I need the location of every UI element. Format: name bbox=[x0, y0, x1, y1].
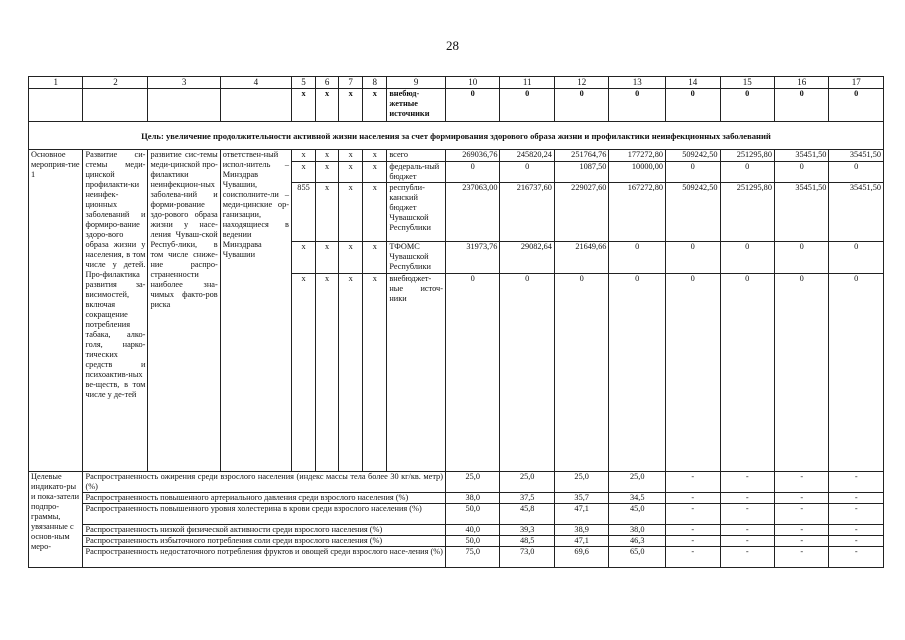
marker-cell: x bbox=[363, 89, 387, 122]
value-cell: 0 bbox=[666, 242, 720, 274]
marker-cell: x bbox=[339, 183, 363, 242]
value-cell: 35451,50 bbox=[829, 150, 884, 162]
value-cell: 251295,80 bbox=[720, 150, 774, 162]
indicator-text: Распространенность недостаточного потребления фруктов и овощей среди взрослого насе-ления (%) bbox=[83, 547, 446, 568]
marker-cell: x bbox=[316, 183, 339, 242]
indicator-value: 75,0 bbox=[445, 547, 499, 568]
value-cell: 0 bbox=[829, 274, 884, 472]
marker-cell: x bbox=[363, 162, 387, 183]
indicator-value: 45,8 bbox=[500, 504, 554, 525]
funding-source: ТФОМС Чувашской Республики bbox=[387, 242, 446, 274]
indicator-value: 40,0 bbox=[445, 525, 499, 536]
value-cell: 0 bbox=[720, 162, 774, 183]
indicator-value: - bbox=[720, 536, 774, 547]
value-cell: 0 bbox=[445, 89, 499, 122]
marker-cell: x bbox=[316, 150, 339, 162]
indicator-value: 39,3 bbox=[500, 525, 554, 536]
indicator-value: 25,0 bbox=[445, 472, 499, 493]
indicator-value: - bbox=[829, 525, 884, 536]
value-cell: 0 bbox=[720, 274, 774, 472]
value-cell: 0 bbox=[829, 162, 884, 183]
indicator-value: - bbox=[829, 472, 884, 493]
value-cell: 0 bbox=[774, 162, 828, 183]
value-cell: 0 bbox=[500, 89, 554, 122]
value-cell: 0 bbox=[445, 274, 499, 472]
value-cell: 29082,64 bbox=[500, 242, 554, 274]
marker-cell: x bbox=[363, 242, 387, 274]
indicator-value: - bbox=[720, 472, 774, 493]
indicator-value: 34,5 bbox=[609, 493, 666, 504]
marker-cell: x bbox=[339, 162, 363, 183]
value-cell: 0 bbox=[500, 274, 554, 472]
marker-cell: x bbox=[316, 242, 339, 274]
marker-cell: x bbox=[363, 183, 387, 242]
column-number: 2 bbox=[83, 77, 148, 89]
indicator-value: - bbox=[829, 536, 884, 547]
marker-cell: x bbox=[316, 89, 339, 122]
indicator-row bbox=[29, 547, 884, 568]
indicator-value: - bbox=[774, 536, 828, 547]
value-cell: 0 bbox=[774, 89, 828, 122]
indicator-value: 37,5 bbox=[500, 493, 554, 504]
value-cell: 1087,50 bbox=[554, 162, 608, 183]
indicator-row bbox=[29, 472, 884, 493]
column-number: 13 bbox=[609, 77, 666, 89]
value-cell: 0 bbox=[445, 162, 499, 183]
marker-cell: x bbox=[316, 274, 339, 472]
indicator-value: - bbox=[720, 547, 774, 568]
value-cell: 35451,50 bbox=[774, 150, 828, 162]
funding-row-total bbox=[29, 150, 884, 162]
marker-cell: x bbox=[291, 274, 315, 472]
value-cell: 177272,80 bbox=[609, 150, 666, 162]
column-number: 7 bbox=[339, 77, 363, 89]
indicator-value: 65,0 bbox=[609, 547, 666, 568]
indicator-value: 48,5 bbox=[500, 536, 554, 547]
measure-description: Развитие си-стемы меди-цинской профилакти-ки неинфек-ционных заболеваний и формиро-вание здоро-вого образа жизни у населения, в том числе у детей. Про-филактика развития за-висимостей, включая сокращение потребления табака, алко-голя, нарко-тических средств и психоактив-ных ве-ществ, в том числе у де-тей bbox=[83, 150, 148, 472]
value-cell: 251295,80 bbox=[720, 183, 774, 242]
indicator-row bbox=[29, 525, 884, 536]
column-number: 12 bbox=[554, 77, 608, 89]
column-number: 15 bbox=[720, 77, 774, 89]
indicator-value: - bbox=[720, 525, 774, 536]
value-cell: 35451,50 bbox=[829, 183, 884, 242]
value-cell: 269036,76 bbox=[445, 150, 499, 162]
indicator-value: - bbox=[720, 493, 774, 504]
indicator-value: 69,6 bbox=[554, 547, 608, 568]
column-number: 9 bbox=[387, 77, 446, 89]
column-number: 16 bbox=[774, 77, 828, 89]
indicator-value: - bbox=[666, 504, 720, 525]
value-cell: 167272,80 bbox=[609, 183, 666, 242]
value-cell: 0 bbox=[609, 274, 666, 472]
value-cell: 237063,00 bbox=[445, 183, 499, 242]
value-cell: 251764,76 bbox=[554, 150, 608, 162]
marker-cell: x bbox=[339, 274, 363, 472]
marker-cell: x bbox=[363, 274, 387, 472]
indicator-row bbox=[29, 493, 884, 504]
indicator-value: 47,1 bbox=[554, 536, 608, 547]
value-cell: 0 bbox=[720, 89, 774, 122]
indicator-value: - bbox=[829, 547, 884, 568]
column-number: 11 bbox=[500, 77, 554, 89]
indicator-value: - bbox=[666, 547, 720, 568]
value-cell: 0 bbox=[500, 162, 554, 183]
value-cell: 0 bbox=[774, 274, 828, 472]
indicator-value: 47,1 bbox=[554, 504, 608, 525]
indicator-value: - bbox=[829, 504, 884, 525]
indicator-value: 45,0 bbox=[609, 504, 666, 525]
marker-cell: x bbox=[291, 89, 315, 122]
goal-row bbox=[29, 122, 884, 150]
column-number: 5 bbox=[291, 77, 315, 89]
funding-source: федераль-ный бюджет bbox=[387, 162, 446, 183]
column-number: 8 bbox=[363, 77, 387, 89]
program-table bbox=[28, 76, 884, 568]
value-cell: 0 bbox=[666, 89, 720, 122]
indicator-row bbox=[29, 504, 884, 525]
indicator-value: 46,3 bbox=[609, 536, 666, 547]
indicator-value: 35,7 bbox=[554, 493, 608, 504]
value-cell: 0 bbox=[829, 242, 884, 274]
value-cell: 0 bbox=[829, 89, 884, 122]
indicator-value: 38,0 bbox=[445, 493, 499, 504]
funding-source: республи-канский бюджет Чувашской Республики bbox=[387, 183, 446, 242]
indicator-value: - bbox=[829, 493, 884, 504]
value-cell: 509242,50 bbox=[666, 183, 720, 242]
value-cell: 216737,60 bbox=[500, 183, 554, 242]
indicator-text: Распространенность низкой физической активности среди взрослого населения (%) bbox=[83, 525, 446, 536]
indicator-value: - bbox=[774, 493, 828, 504]
indicator-value: 50,0 bbox=[445, 536, 499, 547]
value-cell: 0 bbox=[554, 89, 608, 122]
marker-cell: x bbox=[316, 162, 339, 183]
indicator-value: - bbox=[774, 547, 828, 568]
value-cell: 0 bbox=[554, 274, 608, 472]
value-cell: 245820,24 bbox=[500, 150, 554, 162]
indicator-value: 73,0 bbox=[500, 547, 554, 568]
marker-cell: x bbox=[291, 162, 315, 183]
indicator-value: - bbox=[774, 504, 828, 525]
indicator-value: - bbox=[666, 493, 720, 504]
value-cell: 10000,00 bbox=[609, 162, 666, 183]
value-cell: 0 bbox=[666, 162, 720, 183]
column-number: 3 bbox=[148, 77, 220, 89]
value-cell: 21649,66 bbox=[554, 242, 608, 274]
indicator-value: 38,0 bbox=[609, 525, 666, 536]
indicator-value: - bbox=[720, 504, 774, 525]
indicator-value: - bbox=[774, 472, 828, 493]
indicator-text: Распространенность ожирения среди взрослого населения (индекс массы тела более 30 кг/кв. метр) (%) bbox=[83, 472, 446, 493]
value-cell: 35451,50 bbox=[774, 183, 828, 242]
measure-executor: ответствен-ный испол-нитель – Минздрав Чувашии, соисполните-ли – меди-цинские ор-ганизации, находящиеся в ведении Минздрава Чувашии bbox=[220, 150, 291, 472]
indicator-value: 25,0 bbox=[554, 472, 608, 493]
indicator-value: 38,9 bbox=[554, 525, 608, 536]
column-number-row bbox=[29, 77, 884, 89]
indicator-text: Распространенность повышенного уровня холестерина в крови среди взрослого населения (%) bbox=[83, 504, 446, 525]
marker-cell: x bbox=[339, 150, 363, 162]
value-cell: 229027,60 bbox=[554, 183, 608, 242]
marker-cell: x bbox=[339, 242, 363, 274]
value-cell: 0 bbox=[720, 242, 774, 274]
value-cell: 0 bbox=[774, 242, 828, 274]
column-number: 14 bbox=[666, 77, 720, 89]
measure-task: развитие сис-темы меди-цинской про-филактики неинфекцион-ных заболева-ний и форми-рование здо-рового образа жизни у насе-ления Чуваш-ской Респуб-лики, в том числе сниже-ние распро-страненности наиболее зна-чимых факто-ров риска bbox=[148, 150, 220, 472]
marker-cell: x bbox=[363, 150, 387, 162]
indicator-value: 25,0 bbox=[500, 472, 554, 493]
value-cell: 0 bbox=[609, 89, 666, 122]
indicator-text: Распространенность повышенного артериального давления среди взрослого населения (%) bbox=[83, 493, 446, 504]
indicator-value: - bbox=[774, 525, 828, 536]
value-cell: 0 bbox=[666, 274, 720, 472]
value-cell: 0 bbox=[609, 242, 666, 274]
indicator-value: - bbox=[666, 525, 720, 536]
column-number: 4 bbox=[220, 77, 291, 89]
indicator-text: Распространенность избыточного потребления соли среди взрослого населения (%) bbox=[83, 536, 446, 547]
page-number: 28 bbox=[446, 38, 459, 53]
extrabudget-row bbox=[29, 89, 884, 122]
indicator-value: 25,0 bbox=[609, 472, 666, 493]
value-cell: 31973,76 bbox=[445, 242, 499, 274]
funding-source: всего bbox=[387, 150, 446, 162]
column-number: 17 bbox=[829, 77, 884, 89]
goal-text: Цель: увеличение продолжительности активной жизни населения за счет формирования здорового образа жизни и профилактики неинфекционных заболеваний bbox=[29, 122, 884, 150]
indicators-label: Целевые индикато-ры и пока-затели подпро-граммы, увязанные с основ-ным меро- bbox=[29, 472, 83, 568]
indicator-value: - bbox=[666, 472, 720, 493]
funding-source: внебюджет-ные источ-ники bbox=[387, 274, 446, 472]
indicator-value: 50,0 bbox=[445, 504, 499, 525]
marker-cell: x bbox=[291, 242, 315, 274]
indicator-row bbox=[29, 536, 884, 547]
marker-cell: x bbox=[339, 89, 363, 122]
column-number: 10 bbox=[445, 77, 499, 89]
indicator-value: - bbox=[666, 536, 720, 547]
funding-source: внебюд-жетные источники bbox=[387, 89, 446, 122]
value-cell: 509242,50 bbox=[666, 150, 720, 162]
marker-cell: x bbox=[291, 150, 315, 162]
marker-cell: 855 bbox=[291, 183, 315, 242]
column-number: 6 bbox=[316, 77, 339, 89]
measure-name: Основное мероприя-тие 1 bbox=[29, 150, 83, 472]
column-number: 1 bbox=[29, 77, 83, 89]
